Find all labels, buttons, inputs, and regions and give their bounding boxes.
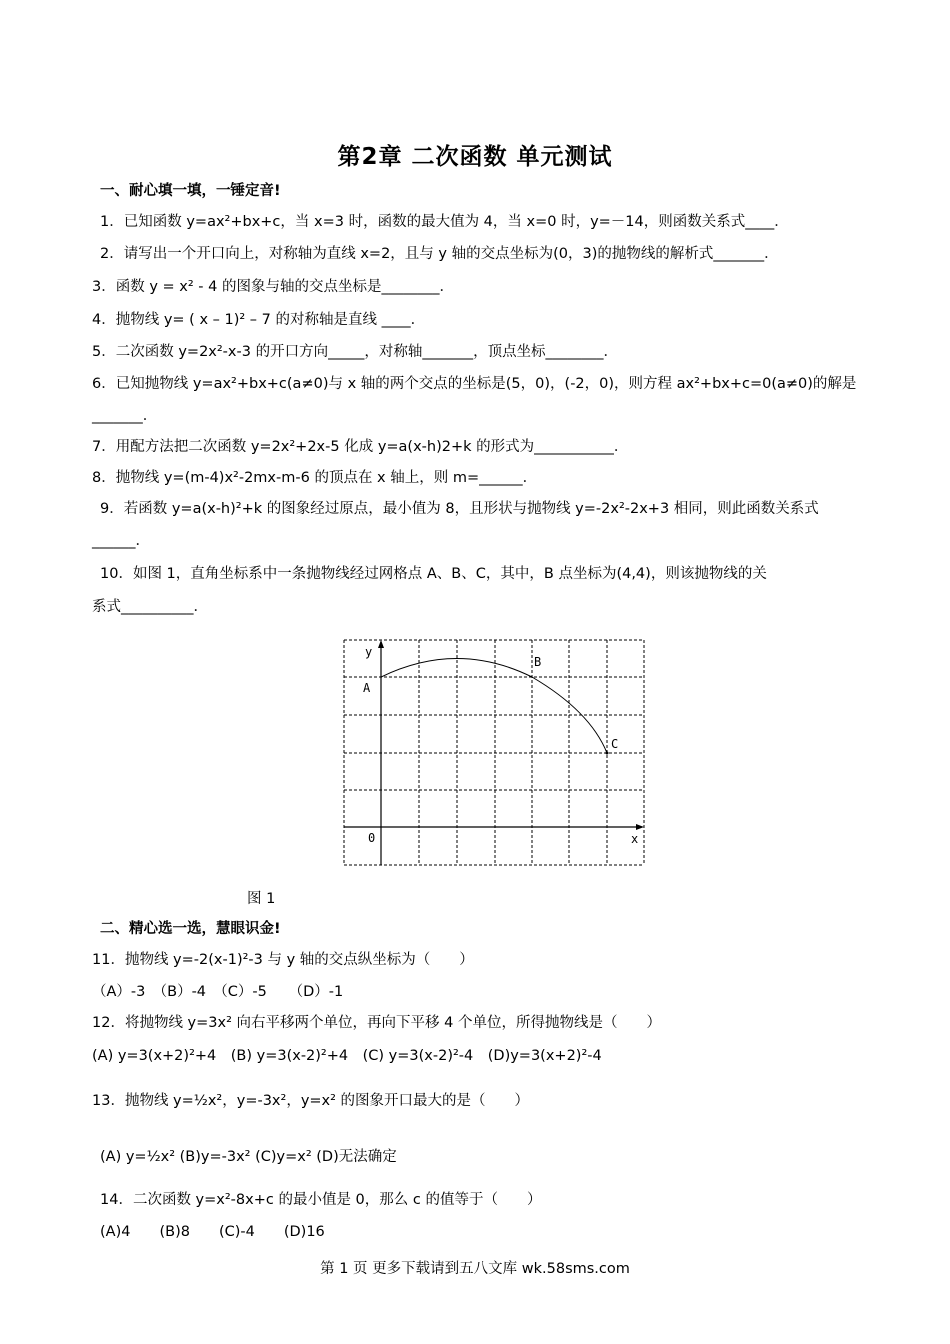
- question-9-blank: ______．: [92, 533, 150, 549]
- y-axis-label: y: [365, 645, 373, 659]
- page-title: 第2章 二次函数 单元测试: [337, 144, 613, 170]
- question-11: 11．抛物线 y=-2(x-1)²-3 与 y 轴的交点纵坐标为（ ）: [92, 952, 474, 968]
- question-5: 5．二次函数 y=2x²-x-3 的开口方向_____，对称轴_______，顶点坐标________．: [92, 344, 619, 360]
- point-a-label: A: [363, 681, 371, 695]
- section-heading-fill-in: 一、耐心填一填，一锤定音!: [100, 183, 281, 199]
- question-8: 8．抛物线 y=(m-4)x²-2mx-m-6 的顶点在 x 轴上，则 m=______．: [92, 470, 538, 486]
- question-4: 4．抛物线 y= ( x – 1)² – 7 的对称轴是直线 ____．: [92, 312, 426, 328]
- point-c-label: C: [611, 737, 619, 751]
- question-11-options: （A）-3 （B）-4 （C）-5 （D）-1: [92, 984, 344, 1000]
- question-13: 13．抛物线 y=½x²，y=-3x²，y=x² 的图象开口最大的是（ ）: [92, 1093, 530, 1109]
- figure-1-graph: [340, 636, 650, 868]
- question-6-blank: _______．: [92, 408, 158, 424]
- y-axis-arrow: [378, 640, 384, 648]
- origin-label: 0: [368, 831, 376, 845]
- question-10: 10．如图 1，直角坐标系中一条抛物线经过网格点 A、B、C，其中，B 点坐标为(4,4)，则该抛物线的关: [100, 566, 767, 582]
- question-2: 2．请写出一个开口向上，对称轴为直线 x=2，且与 y 轴的交点坐标为(0，3)的抛物线的解析式_______．: [100, 246, 779, 262]
- x-axis-arrow: [636, 824, 644, 830]
- point-c-dot: [606, 752, 609, 755]
- question-9: 9．若函数 y=a(x-h)²+k 的图象经过原点，最小值为 8，且形状与抛物线 y=-2x²-2x+3 相同，则此函数关系式: [100, 501, 819, 517]
- question-13-options: (A) y=½x² (B)y=-3x² (C)y=x² (D)无法确定: [100, 1149, 397, 1165]
- question-7: 7．用配方法把二次函数 y=2x²+2x-5 化成 y=a(x-h)2+k 的形式为___________．: [92, 439, 629, 455]
- figure-caption: 图 1: [247, 891, 276, 907]
- question-12-options: (A) y=3(x+2)²+4 (B) y=3(x-2)²+4 (C) y=3(x-2)²-4 (D)y=3(x+2)²-4: [92, 1048, 602, 1064]
- question-12: 12．将抛物线 y=3x² 向右平移两个单位，再向下平移 4 个单位，所得抛物线是（ ）: [92, 1015, 661, 1031]
- question-14-options: (A)4 (B)8 (C)-4 (D)16: [100, 1224, 325, 1240]
- x-axis-label: x: [631, 832, 639, 846]
- question-1: 1．已知函数 y=ax²+bx+c，当 x=3 时，函数的最大值为 4，当 x=0 时，y=－14，则函数关系式____．: [100, 214, 789, 230]
- question-6: 6．已知抛物线 y=ax²+bx+c(a≠0)与 x 轴的两个交点的坐标是(5，0)，(-2，0)，则方程 ax²+bx+c=0(a≠0)的解是: [92, 376, 857, 392]
- point-b-label: B: [534, 655, 542, 669]
- question-10-blank: 系式__________．: [92, 599, 208, 615]
- question-14: 14．二次函数 y=x²-8x+c 的最小值是 0，那么 c 的值等于（ ）: [100, 1192, 542, 1208]
- parabola-curve: [381, 659, 607, 754]
- page-footer: 第 1 页 更多下载请到五八文库 wk.58sms.com: [320, 1261, 630, 1277]
- section-heading-multiple-choice: 二、精心选一选，慧眼识金!: [100, 921, 281, 937]
- question-3: 3．函数 y = x² - 4 的图象与轴的交点坐标是________．: [92, 279, 454, 295]
